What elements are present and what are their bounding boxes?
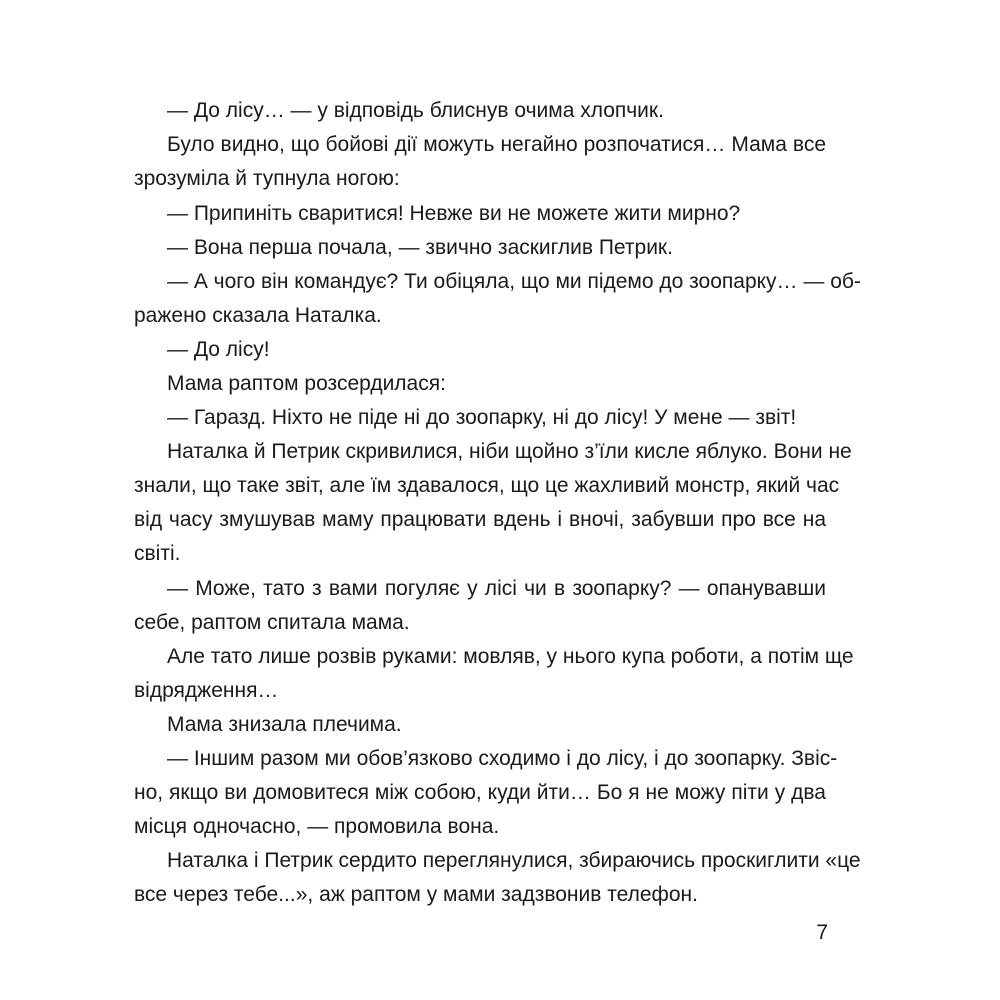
text-line: — Припиніть сваритися! Невже ви не можете жити мирно? [167,202,741,225]
text-line: все через тебе...», аж раптом у мами задзвонив телефон. [134,883,698,906]
text-line: — Гаразд. Ніхто не піде ні до зоопарку, ні до лісу! У мене — звіт! [167,406,797,429]
text-line: Мама знизала плечима. [167,713,402,736]
text-line: себе, раптом спитала мама. [134,611,410,634]
text-line: від часу змушував маму працювати вдень і вночі, забувши про все на [134,508,826,531]
page-number: 7 [816,921,828,944]
text-line: ражено сказала Наталка. [134,304,382,327]
text-line: — До лісу! [167,338,270,361]
text-line: Наталка і Петрик сердито переглянулися, збираючись проскиглити «це [167,849,861,872]
text-line: — Іншим разом ми обов’язково сходимо і до лісу, і до зоопарку. Звіс- [167,747,838,770]
text-line: світі. [134,542,181,565]
text-line: Мама раптом розсердилася: [167,372,446,395]
text-line: відрядження… [134,679,279,702]
text-line: — Може, тато з вами погуляє у лісі чи в зоопарку? — опанувавши [167,577,826,600]
text-line: — А чого він командує? Ти обіцяла, що ми підемо до зоопарку… — об- [167,270,861,293]
text-line: Було видно, що бойові дії можуть негайно розпочатися… Мама все [167,133,826,156]
text-line: но, якщо ви домовитеся між собою, куди йти… Бо я не можу піти у два [134,781,826,804]
text-line: Але тато лише розвів руками: мовляв, у нього купа роботи, а потім ще [167,645,854,668]
text-line: — Вона перша почала, — звично заскиглив Петрик. [167,236,673,259]
text-line: місця одночасно, — промовила вона. [134,815,500,838]
text-line: знали, що таке звіт, але їм здавалося, що це жахливий монстр, який час [134,474,840,497]
text-line: зрозуміла й тупнула ногою: [134,167,400,190]
text-line: — До лісу… — у відповідь блиснув очима хлопчик. [167,99,664,122]
text-line: Наталка й Петрик скривилися, ніби щойно з’їли кисле яблуко. Вони не [167,440,852,463]
